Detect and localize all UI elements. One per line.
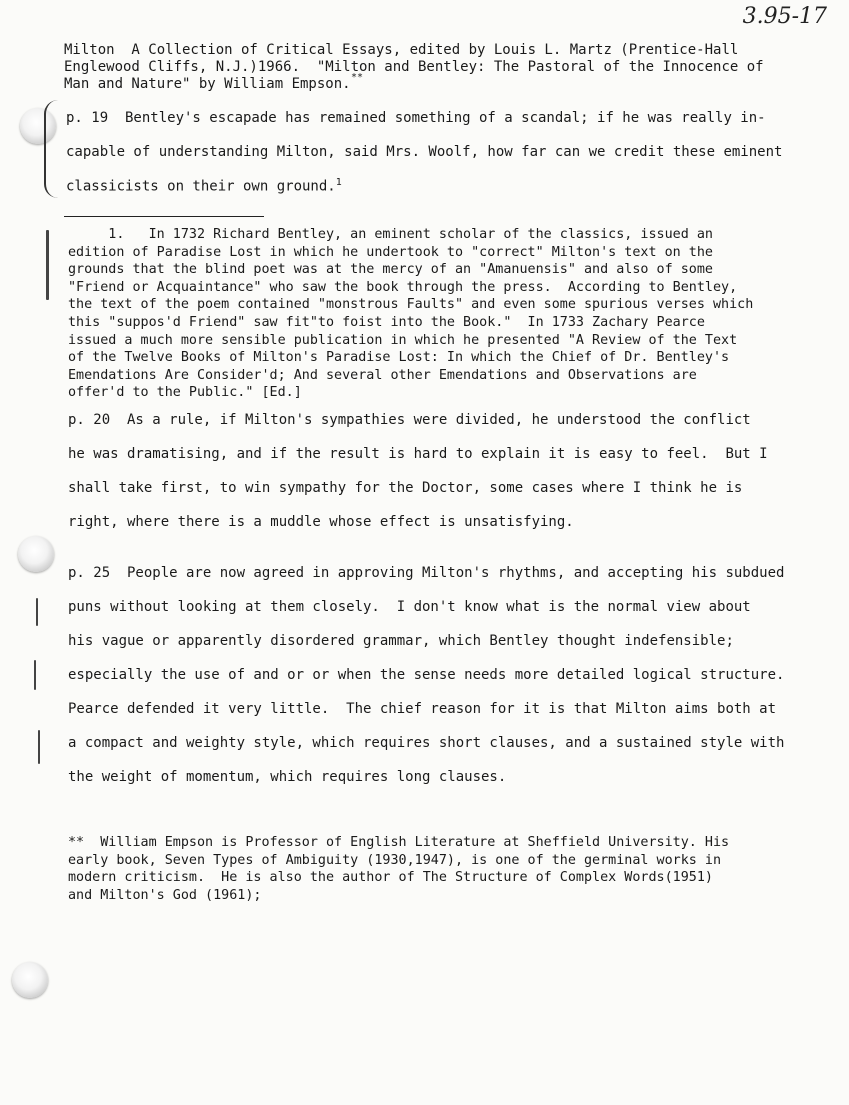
margin-bracket xyxy=(44,100,68,198)
author-note-line: modern criticism. He is also the author of The Structure of Complex Words(1951) xyxy=(68,870,713,886)
quote-line: the weight of momentum, which requires long clauses. xyxy=(68,769,507,785)
footnote-line: offer'd to the Public." [Ed.] xyxy=(68,385,302,401)
footnote-line: the text of the poem contained "monstrous Faults" and even some spurious verses which xyxy=(68,297,754,313)
header-line: Man and Nature" by William Empson. xyxy=(64,76,351,92)
footnote-line: of the Twelve Books of Milton's Paradise Lost: In which the Chief of Dr. Bentley's xyxy=(68,350,730,366)
quote-line: Pearce defended it very little. The chief reason for it is that Milton aims both at xyxy=(68,701,777,717)
quote-line: his vague or apparently disordered grammar, which Bentley thought indefensible; xyxy=(68,633,734,649)
footnote-line: Emendations Are Consider'd; And several other Emendations and Observations are xyxy=(68,367,697,383)
footnote-ref: 1 xyxy=(335,177,342,188)
quote-line: especially the use of and or or when the sense needs more detailed logical structure. xyxy=(68,667,785,683)
author-note-line: early book, Seven Types of Ambiguity (1930,1947), is one of the germinal works in xyxy=(68,852,722,868)
quote-line: classicists on their own ground.$^1$ xyxy=(66,177,342,195)
quote-line: p. 25 People are now agreed in approving Milton's rhythms, and accepting his subdued xyxy=(68,565,785,581)
margin-mark xyxy=(36,598,38,626)
margin-mark xyxy=(38,730,40,764)
quote-line: puns without looking at them closely. I don't know what is the normal view about xyxy=(68,599,751,615)
punch-hole-bottom xyxy=(12,962,48,998)
footnote-line: issued a much more sensible publication in which he presented "A Review of the Text xyxy=(68,332,738,348)
margin-mark xyxy=(34,660,36,690)
margin-mark xyxy=(46,230,49,300)
header-line: Milton A Collection of Critical Essays, edited by Louis L. Martz (Prentice-Hall xyxy=(64,42,739,58)
quote-line: right, where there is a muddle whose effect is unsatisfying. xyxy=(68,514,574,530)
footnote-line: "Friend or Acquaintance" who saw the book through the press. According to Bentley, xyxy=(68,279,738,295)
quote-line: he was dramatising, and if the result is hard to explain it is easy to feel. But I xyxy=(68,446,768,462)
author-note-line: and Milton's God (1961); xyxy=(68,887,262,903)
punch-hole-middle xyxy=(18,536,54,572)
quote-line: a compact and weighty style, which requires short clauses, and a sustained style with xyxy=(68,735,785,751)
footnote-line: 1. In 1732 Richard Bentley, an eminent scholar of the classics, issued an xyxy=(68,227,713,242)
footnote-rule xyxy=(64,216,264,217)
footnote-line: grounds that the blind poet was at the mercy of an "Amanuensis" and also of some xyxy=(68,262,713,278)
quote-line: p. 20 As a rule, if Milton's sympathies were divided, he understood the conflict xyxy=(68,412,751,428)
quote-line: shall take first, to win sympathy for the Doctor, some cases where I think he is xyxy=(68,480,743,496)
header-asterisk-mark: ** xyxy=(351,72,364,83)
header-line: Englewood Cliffs, N.J.)1966. "Milton and Bentley: The Pastoral of the Innocence of xyxy=(64,59,764,75)
quote-line: p. 19 Bentley's escapade has remained something of a scandal; if he was really in- xyxy=(66,110,766,126)
corner-handwritten-note: 3.95-17 xyxy=(742,4,827,29)
footnote-line: edition of Paradise Lost in which he undertook to "correct" Milton's text on the xyxy=(68,244,713,260)
quote-line: capable of understanding Milton, said Mrs. Woolf, how far can we credit these eminent xyxy=(66,144,783,160)
author-note-line: ** William Empson is Professor of English Literature at Sheffield University. His xyxy=(68,835,730,850)
footnote-line: this "suppos'd Friend" saw fit"to foist into the Book." In 1733 Zachary Pearce xyxy=(68,315,705,330)
